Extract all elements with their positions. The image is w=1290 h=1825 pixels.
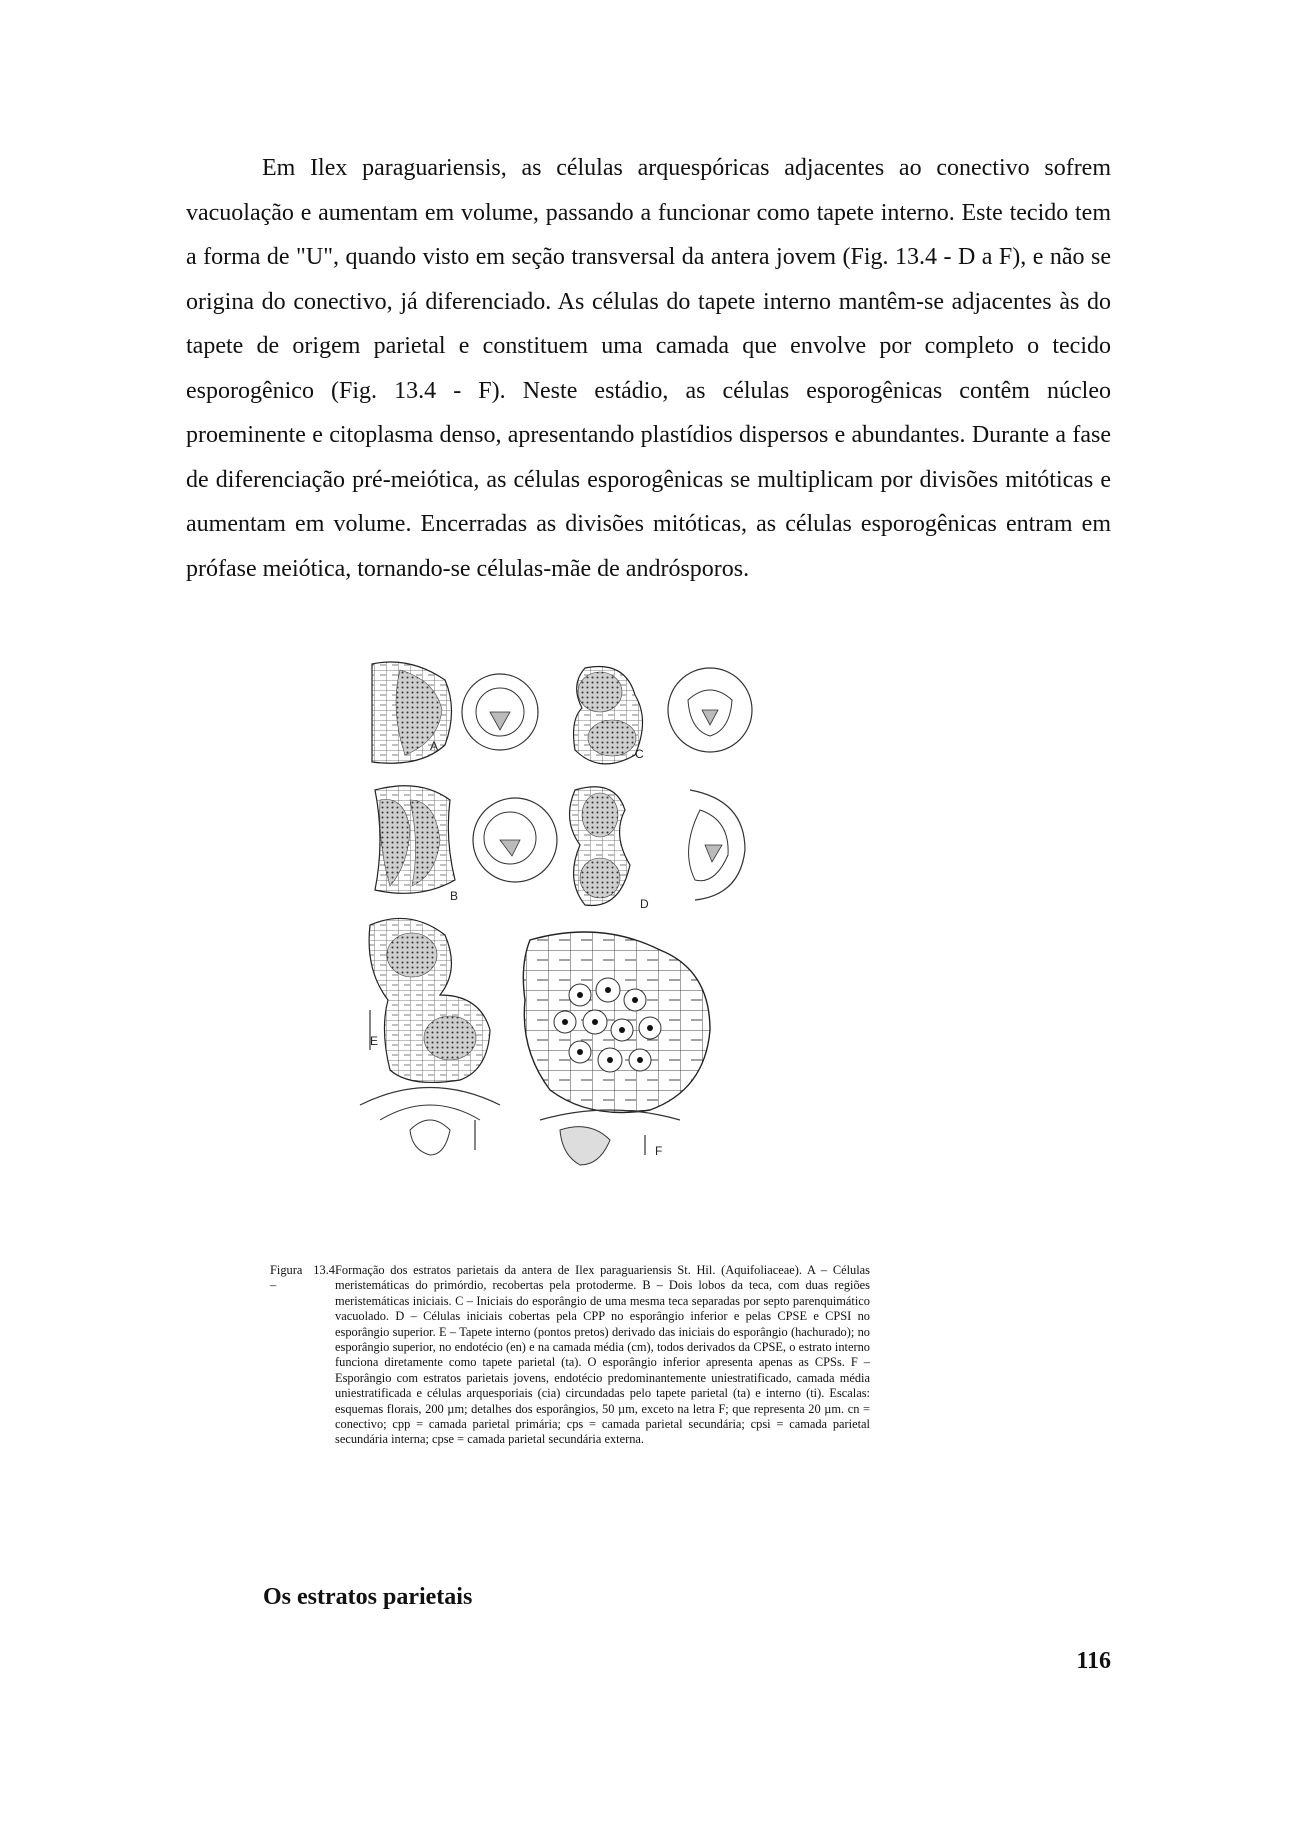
caption-text: Formação dos estratos parietais da antera de Ilex paraguariensis St. Hil. (Aquifoliaceae). A – Células meristemáticas do primórdio, recobertas pela protoderme. B – Dois lobos da teca, com duas regiões meristemáticas iniciais. C – Iniciais do esporângio de uma mesma teca separadas por septo parenquimático vacuolado. D – Células iniciais cobertas pela CPP no esporângio inferior e pelas CPSE e CPSI no esporângio superior. E – Tapete interno (pontos pretos) derivado das iniciais do esporângio (hachurado); no esporângio superior, no endotécio (en) e na camada média (cm), todos derivados da CPSE, o estrato interno funciona diretamente como tapete parietal (ta). O esporângio inferior apresenta apenas as CPSs. F – Esporângio com estratos parietais jovens, endotécio predominantemente uniestratificado, camada média uniestratificada e células arquesporiais (cia) circundadas pelo tapete parietal (ta) e interno (ti). Escalas: esquemas florais, 200 µm; detalhes dos esporângios, 50 µm, exceto na letra F; que representa 20 µm. cn = conectivo; cpp = camada parietal primária; cps = camada parietal secundária; cpsi = camada parietal secundária interna; cpse = camada parietal secundária externa. [335,1263,870,1447]
caption-lead: Figura 13.4 – [270,1263,335,1293]
panel-e [360,918,500,1155]
panel-label-b: B [450,889,459,903]
panel-label-f: F [655,1144,663,1158]
paragraph-text: Em Ilex paraguariensis, as células arquespóricas adjacentes ao conectivo sofrem vacuolação e aumentam em volume, passando a funcionar como tapete interno. Este tecido tem a forma de "U", quando visto em seção transversal da antera jovem (Fig. 13.4 - D a F), e não se origina do conectivo, já diferenciado. As células do tapete interno mantêm-se adjacentes às do tapete de origem parietal e constituem uma camada que envolve por completo o tecido esporogênico (Fig. 13.4 - F). Neste estádio, as células esporogênicas contêm núcleo proeminente e citoplasma denso, apresentando plastídios dispersos e abundantes. Durante a fase de diferenciação pré-meiótica, as células esporogênicas se multiplicam por divisões mitóticas e aumentam em volume. Encerradas as divisões mitóticas, as células esporogênicas entram em prófase meiótica, tornando-se células-mãe de andrósporos. [186,155,1111,582]
panel-c [574,667,752,764]
panel-label-e: E [370,1034,379,1048]
panel-f [523,932,710,1165]
page-number: 116 [1076,1648,1111,1674]
panel-b [375,786,557,903]
section-title: Os estratos parietais [263,1584,473,1610]
panel-d [570,787,745,911]
panel-label-a: A [430,739,439,753]
body-paragraph [186,146,1111,591]
figure-caption [270,1263,870,1448]
figure-illustration [350,650,800,1250]
figure-13-4 [350,650,800,1250]
panel-label-d: D [640,897,649,911]
panel-a [372,662,538,763]
panel-label-c: C [635,747,644,761]
